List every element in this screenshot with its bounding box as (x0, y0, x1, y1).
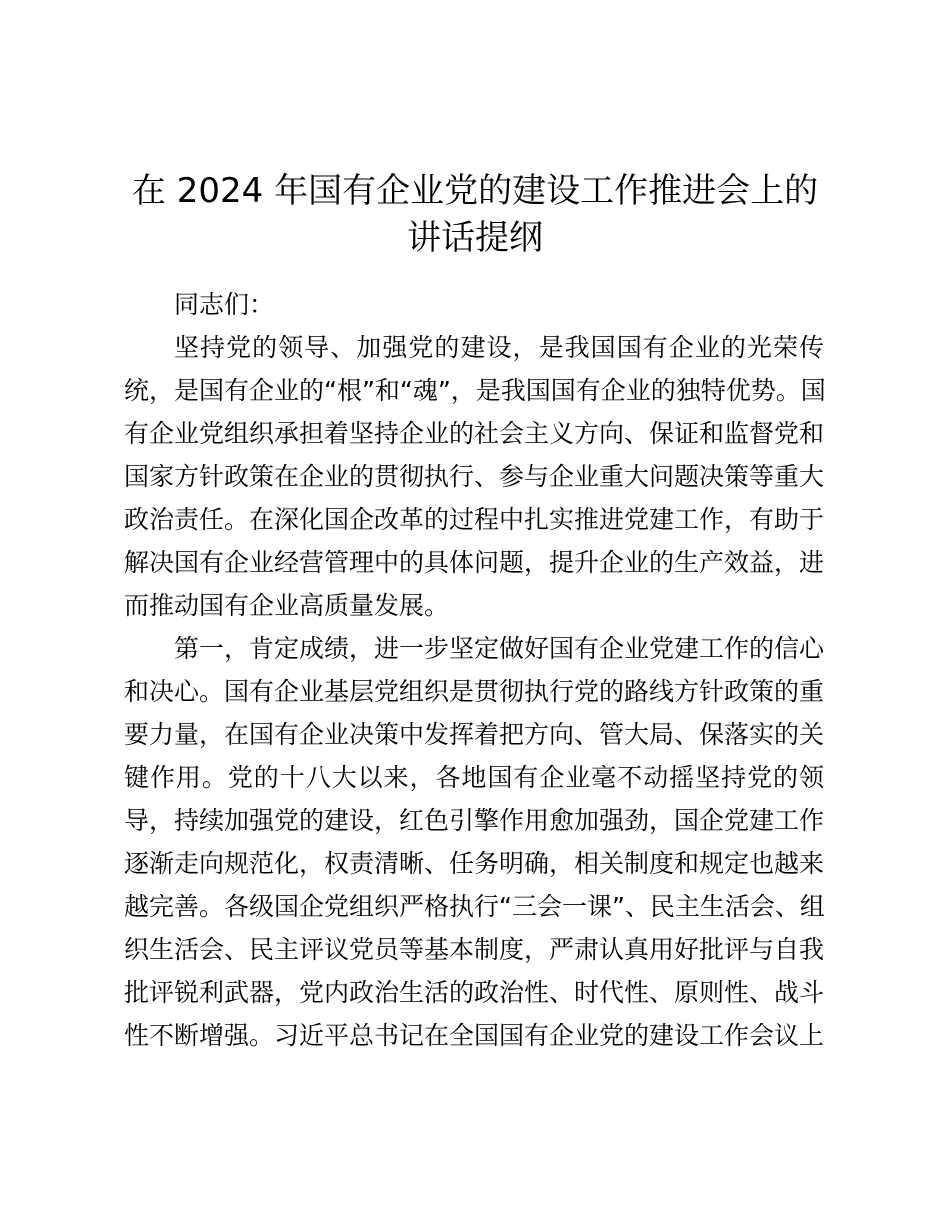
paragraph-line: 要力量，在国有企业决策中发挥着把方向、管大局、保落实的关 (124, 720, 825, 749)
paragraph-line: 导，持续加强党的建设，红色引擎作用愈加强劲，国企党建工作 (124, 806, 825, 835)
paragraph-line: 和决心。国有企业基层党组织是贯彻执行党的路线方针政策的重 (124, 677, 825, 706)
paragraph-line: 解决国有企业经营管理中的具体问题，提升企业的生产效益，进 (124, 548, 825, 577)
paragraph-line: 性不断增强。习近平总书记在全国国有企业党的建设工作会议上 (124, 1021, 825, 1050)
paragraph-line: 键作用。党的十八大以来，各地国有企业毫不动摇坚持党的领 (124, 763, 824, 792)
paragraph-line: 政治责任。在深化国企改革的过程中扎实推进党建工作，有助于 (124, 505, 825, 534)
paragraph-line: 织生活会、民主评议党员等基本制度，严肃认真用好批评与自我 (124, 935, 825, 964)
paragraph-line: 国家方针政策在企业的贯彻执行、参与企业重大问题决策等重大 (124, 462, 825, 491)
document-title (120, 168, 830, 262)
document-body (124, 283, 824, 1057)
paragraph-line: 批评锐利武器，党内政治生活的政治性、时代性、原则性、战斗 (124, 978, 825, 1007)
paragraph-line: 越完善。各级国企党组织严格执行“三会一课”、民主生活会、组 (124, 892, 825, 921)
paragraph-first-point (124, 627, 824, 1057)
paragraph-line: 逐渐走向规范化，权责清晰、任务明确，相关制度和规定也越来 (124, 849, 825, 878)
paragraph-line: 第一，肯定成绩，进一步坚定做好国有企业党建工作的信心 (174, 634, 825, 663)
paragraph-line: 有企业党组织承担着坚持企业的社会主义方向、保证和监督党和 (124, 419, 825, 448)
paragraph-intro (124, 326, 824, 627)
paragraph-line: 而推动国有企业高质量发展。 (124, 591, 450, 620)
paragraph-line: 统，是国有企业的“根”和“魂”，是我国国有企业的独特优势。国 (124, 376, 826, 405)
paragraph-line: 坚持党的领导、加强党的建设，是我国国有企业的光荣传 (174, 333, 824, 362)
salutation: 同志们： (174, 290, 275, 319)
title-line: 在 2024 年国有企业党的建设工作推进会上的 (131, 171, 819, 211)
title-line: 讲话提纲 (407, 218, 543, 258)
